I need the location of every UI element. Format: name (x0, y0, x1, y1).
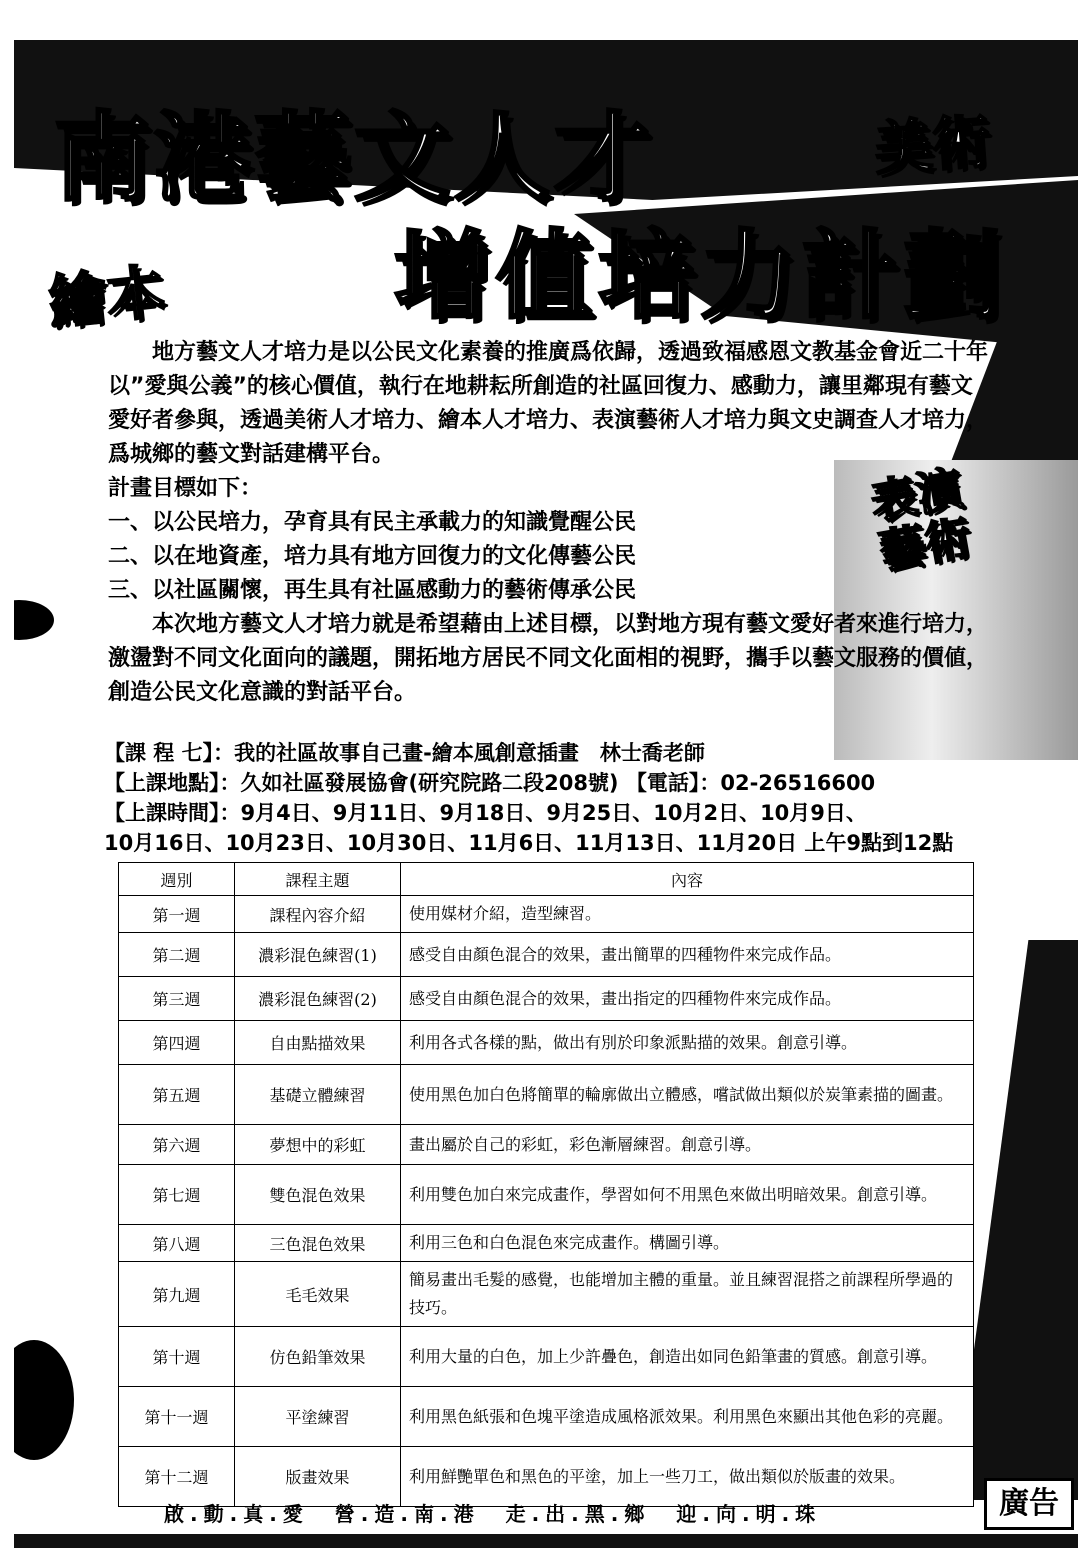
table-row (119, 896, 974, 933)
content-cell: 利用大量的白色，加上少許疊色，創造出如同色鉛筆畫的質感。創意引導。 (401, 1327, 974, 1387)
topic-cell: 自由點描效果 (235, 1021, 401, 1065)
course-time: 【上課時間】：9月4日、9月11日、9月18日、9月25日、10月2日、10月9日、 (104, 801, 867, 825)
goal-item: 一、以公民培力，孕育具有民主承載力的知識覺醒公民 (108, 510, 637, 535)
footer-slogan: 啟.動.真.愛 營.造.南.港 走.出.黑.鄉 迎.向.明.珠 (164, 1502, 822, 1526)
content-cell: 利用各式各樣的點，做出有別於印象派點描的效果。創意引導。 (401, 1021, 974, 1065)
table-row (119, 1262, 974, 1327)
content-cell: 利用鮮艷單色和黑色的平塗，加上一些刀工，做出類似於版畫的效果。 (401, 1447, 974, 1507)
week-cell: 第九週 (119, 1262, 235, 1327)
content-cell: 感受自由顏色混合的效果，畫出指定的四種物件來完成作品。 (401, 977, 974, 1021)
tag-performance: 表演藝術 (866, 460, 976, 580)
course-time-cont: 10月16日、10月23日、10月30日、11月6日、11月13日、11月20日 上午9點到12點 (104, 831, 954, 855)
title-line1: 南港藝文人才 (54, 102, 654, 214)
content-cell: 利用黑色紙張和色塊平塗造成風格派效果。利用黑色來顯出其他色彩的亮麗。 (401, 1387, 974, 1447)
topic-cell: 基礎立體練習 (235, 1065, 401, 1125)
week-cell: 第八週 (119, 1225, 235, 1262)
table-row (119, 1065, 974, 1125)
week-cell: 第一週 (119, 896, 235, 933)
goal-item: 三、以社區關懷，再生具有社區感動力的藝術傳承公民 (108, 578, 637, 603)
week-cell: 第三週 (119, 977, 235, 1021)
table-row (119, 1021, 974, 1065)
topic-cell: 版畫效果 (235, 1447, 401, 1507)
left-mid-ink (14, 600, 54, 640)
intro-paragraph1: 地方藝文人才培力是以公民文化素養的推廣爲依歸，透過致福感恩文教基金會近二十年以”愛與公義”的核心價值，執行在地耕耘所創造的社區回復力、感動力，讓里鄰現有藝文愛好者參與，透過美術人才培力、繪本人才培力、表演藝術人才培力與文史調查人才培力，爲城鄉的藝文對話建構平台。 (108, 340, 989, 467)
content-cell: 利用三色和白色混色來完成畫作。構圖引導。 (401, 1225, 974, 1262)
topic-cell: 三色混色效果 (235, 1225, 401, 1262)
course-location: 【上課地點】：久如社區發展協會(研究院路二段208號) 【電話】：02-26516600 (104, 771, 876, 795)
week-cell: 第四週 (119, 1021, 235, 1065)
course-info (104, 738, 1004, 858)
goal-item: 二、以在地資產，培力具有地方回復力的文化傳藝公民 (108, 544, 637, 569)
content-cell: 畫出屬於自己的彩虹，彩色漸層練習。創意引導。 (401, 1125, 974, 1165)
topic-cell: 夢想中的彩虹 (235, 1125, 401, 1165)
week-cell: 第十週 (119, 1327, 235, 1387)
table-row (119, 1165, 974, 1225)
poster (14, 40, 1078, 1548)
topic-cell: 課程內容介紹 (235, 896, 401, 933)
course-title: 【課 程 七】：我的社區故事自己畫-繪本風創意插畫 林士喬老師 (104, 741, 705, 765)
table-row (119, 1327, 974, 1387)
week-cell: 第七週 (119, 1165, 235, 1225)
footer-bar (14, 1534, 1078, 1548)
table-row (119, 977, 974, 1021)
week-cell: 第六週 (119, 1125, 235, 1165)
title-line2: 增值培力計劃 (394, 220, 1006, 332)
tag-art: 美術 (872, 107, 993, 183)
topic-cell: 平塗練習 (235, 1387, 401, 1447)
intro-paragraph2: 本次地方藝文人才培力就是希望藉由上述目標，以對地方現有藝文愛好者來進行培力，激盪對不同文化面向的議題，開拓地方居民不同文化面相的視野，攜手以藝文服務的價値，創造公民文化意識的對話平台。 (108, 612, 989, 705)
schedule-table (118, 862, 974, 1507)
week-cell: 第十二週 (119, 1447, 235, 1507)
intro-section (108, 336, 988, 710)
week-cell: 第二週 (119, 933, 235, 977)
content-cell: 使用黑色加白色將簡單的輪廓做出立體感，嚐試做出類似於炭筆素描的圖畫。 (401, 1065, 974, 1125)
week-cell: 第五週 (119, 1065, 235, 1125)
ad-label: 廣告 (984, 1478, 1074, 1530)
table-row (119, 1387, 974, 1447)
goals-heading: 計畫目標如下： (108, 476, 263, 501)
week-cell: 第十一週 (119, 1387, 235, 1447)
table-header-row (119, 863, 974, 896)
content-cell: 使用媒材介紹，造型練習。 (401, 896, 974, 933)
left-ink-blot (14, 1340, 74, 1460)
header-content: 內容 (401, 863, 974, 896)
topic-cell: 毛毛效果 (235, 1262, 401, 1327)
content-cell: 簡易畫出毛髮的感覺，也能增加主體的重量。並且練習混搭之前課程所學過的技巧。 (401, 1262, 974, 1327)
table-row (119, 1225, 974, 1262)
content-cell: 感受自由顏色混合的效果，畫出簡單的四種物件來完成作品。 (401, 933, 974, 977)
topic-cell: 濃彩混色練習(1) (235, 933, 401, 977)
header-topic: 課程主題 (235, 863, 401, 896)
header-week: 週別 (119, 863, 235, 896)
content-cell: 利用雙色加白來完成畫作，學習如何不用黑色來做出明暗效果。創意引導。 (401, 1165, 974, 1225)
topic-cell: 雙色混色效果 (235, 1165, 401, 1225)
table-row (119, 933, 974, 977)
table-row (119, 1125, 974, 1165)
topic-cell: 仿色鉛筆效果 (235, 1327, 401, 1387)
tag-picture-book: 繪本 (45, 257, 168, 337)
topic-cell: 濃彩混色練習(2) (235, 977, 401, 1021)
